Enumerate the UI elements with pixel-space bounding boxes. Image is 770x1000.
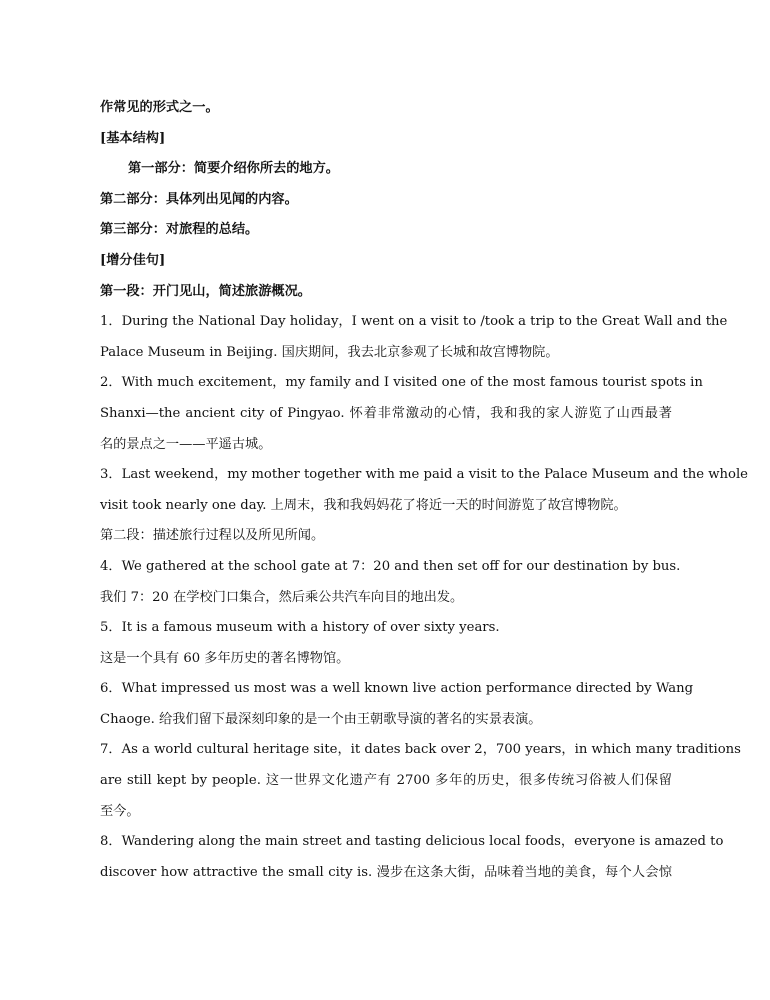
structure-part-1: 第一部分：简要介绍你所去的地方。 bbox=[128, 161, 339, 177]
sentence-4-line-2: 我们 7：20 在学校门口集合，然后乘公共汽车向目的地出发。 bbox=[100, 589, 464, 605]
sentence-5-line-1: 5．It is a famous museum with a history of over sixty years. bbox=[100, 620, 500, 636]
sentence-5-line-2: 这是一个具有 60 多年历史的著名博物馆。 bbox=[100, 650, 350, 666]
sentence-1-line-2: Palace Museum in Beijing. 国庆期间，我去北京参观了长城和故宫博物院。 bbox=[100, 344, 559, 360]
document-page bbox=[100, 93, 748, 888]
sentence-2-line-2: Shanxi—the ancient city of Pingyao. 怀着非常激动的心情，我和我的家人游览了山西最著 bbox=[100, 405, 672, 421]
sentence-8-line-2: discover how attractive the small city is. 漫步在这条大街，品味着当地的美食，每个人会惊 bbox=[100, 864, 672, 880]
sentence-2-line-1: 2．With much excitement，my family and I visited one of the most famous tourist spots in bbox=[100, 375, 703, 391]
sentence-3-line-1: 3．Last weekend，my mother together with me paid a visit to the Palace Museum and the whole bbox=[100, 467, 748, 483]
sentence-2-line-3: 名的景点之一——平遥古城。 bbox=[100, 436, 272, 452]
text-line: 作常见的形式之一。 bbox=[100, 100, 219, 115]
structure-part-2: 第二部分：具体列出见闻的内容。 bbox=[100, 191, 298, 207]
section-heading-structure: [基本结构] bbox=[100, 130, 166, 146]
sentence-6-line-1: 6．What impressed us most was a well known live action performance directed by Wang bbox=[100, 681, 694, 697]
sentence-4-line-1: 4．We gathered at the school gate at 7：20 and then set off for our destination by bus. bbox=[100, 558, 681, 574]
sentence-3-line-2: visit took nearly one day. 上周末，我和我妈妈花了将近一天的时间游览了故宫博物院。 bbox=[100, 497, 627, 513]
paragraph-2-heading: 第二段：描述旅行过程以及所见所闻。 bbox=[100, 528, 325, 544]
section-heading-sentences: [增分佳句] bbox=[100, 252, 166, 268]
structure-part-3: 第三部分：对旅程的总结。 bbox=[100, 222, 259, 238]
sentence-1-line-1: 1．During the National Day holiday，I went on a visit to /took a trip to the Great Wall and the bbox=[100, 314, 728, 330]
sentence-7-line-1: 7．As a world cultural heritage site，it dates back over 2，700 years，in which many traditions bbox=[100, 742, 741, 758]
sentence-7-line-3: 至今。 bbox=[100, 803, 140, 819]
sentence-6-line-2: Chaoge. 给我们留下最深刻印象的是一个由王朝歌导演的著名的实景表演。 bbox=[100, 711, 542, 727]
sentence-8-line-1: 8．Wandering along the main street and tasting delicious local foods，everyone is amazed to bbox=[100, 834, 724, 850]
sentence-7-line-2: are still kept by people. 这一世界文化遗产有 2700 多年的历史，很多传统习俗被人们保留 bbox=[100, 773, 672, 789]
paragraph-1-heading: 第一段：开门见山，简述旅游概况。 bbox=[100, 283, 311, 299]
